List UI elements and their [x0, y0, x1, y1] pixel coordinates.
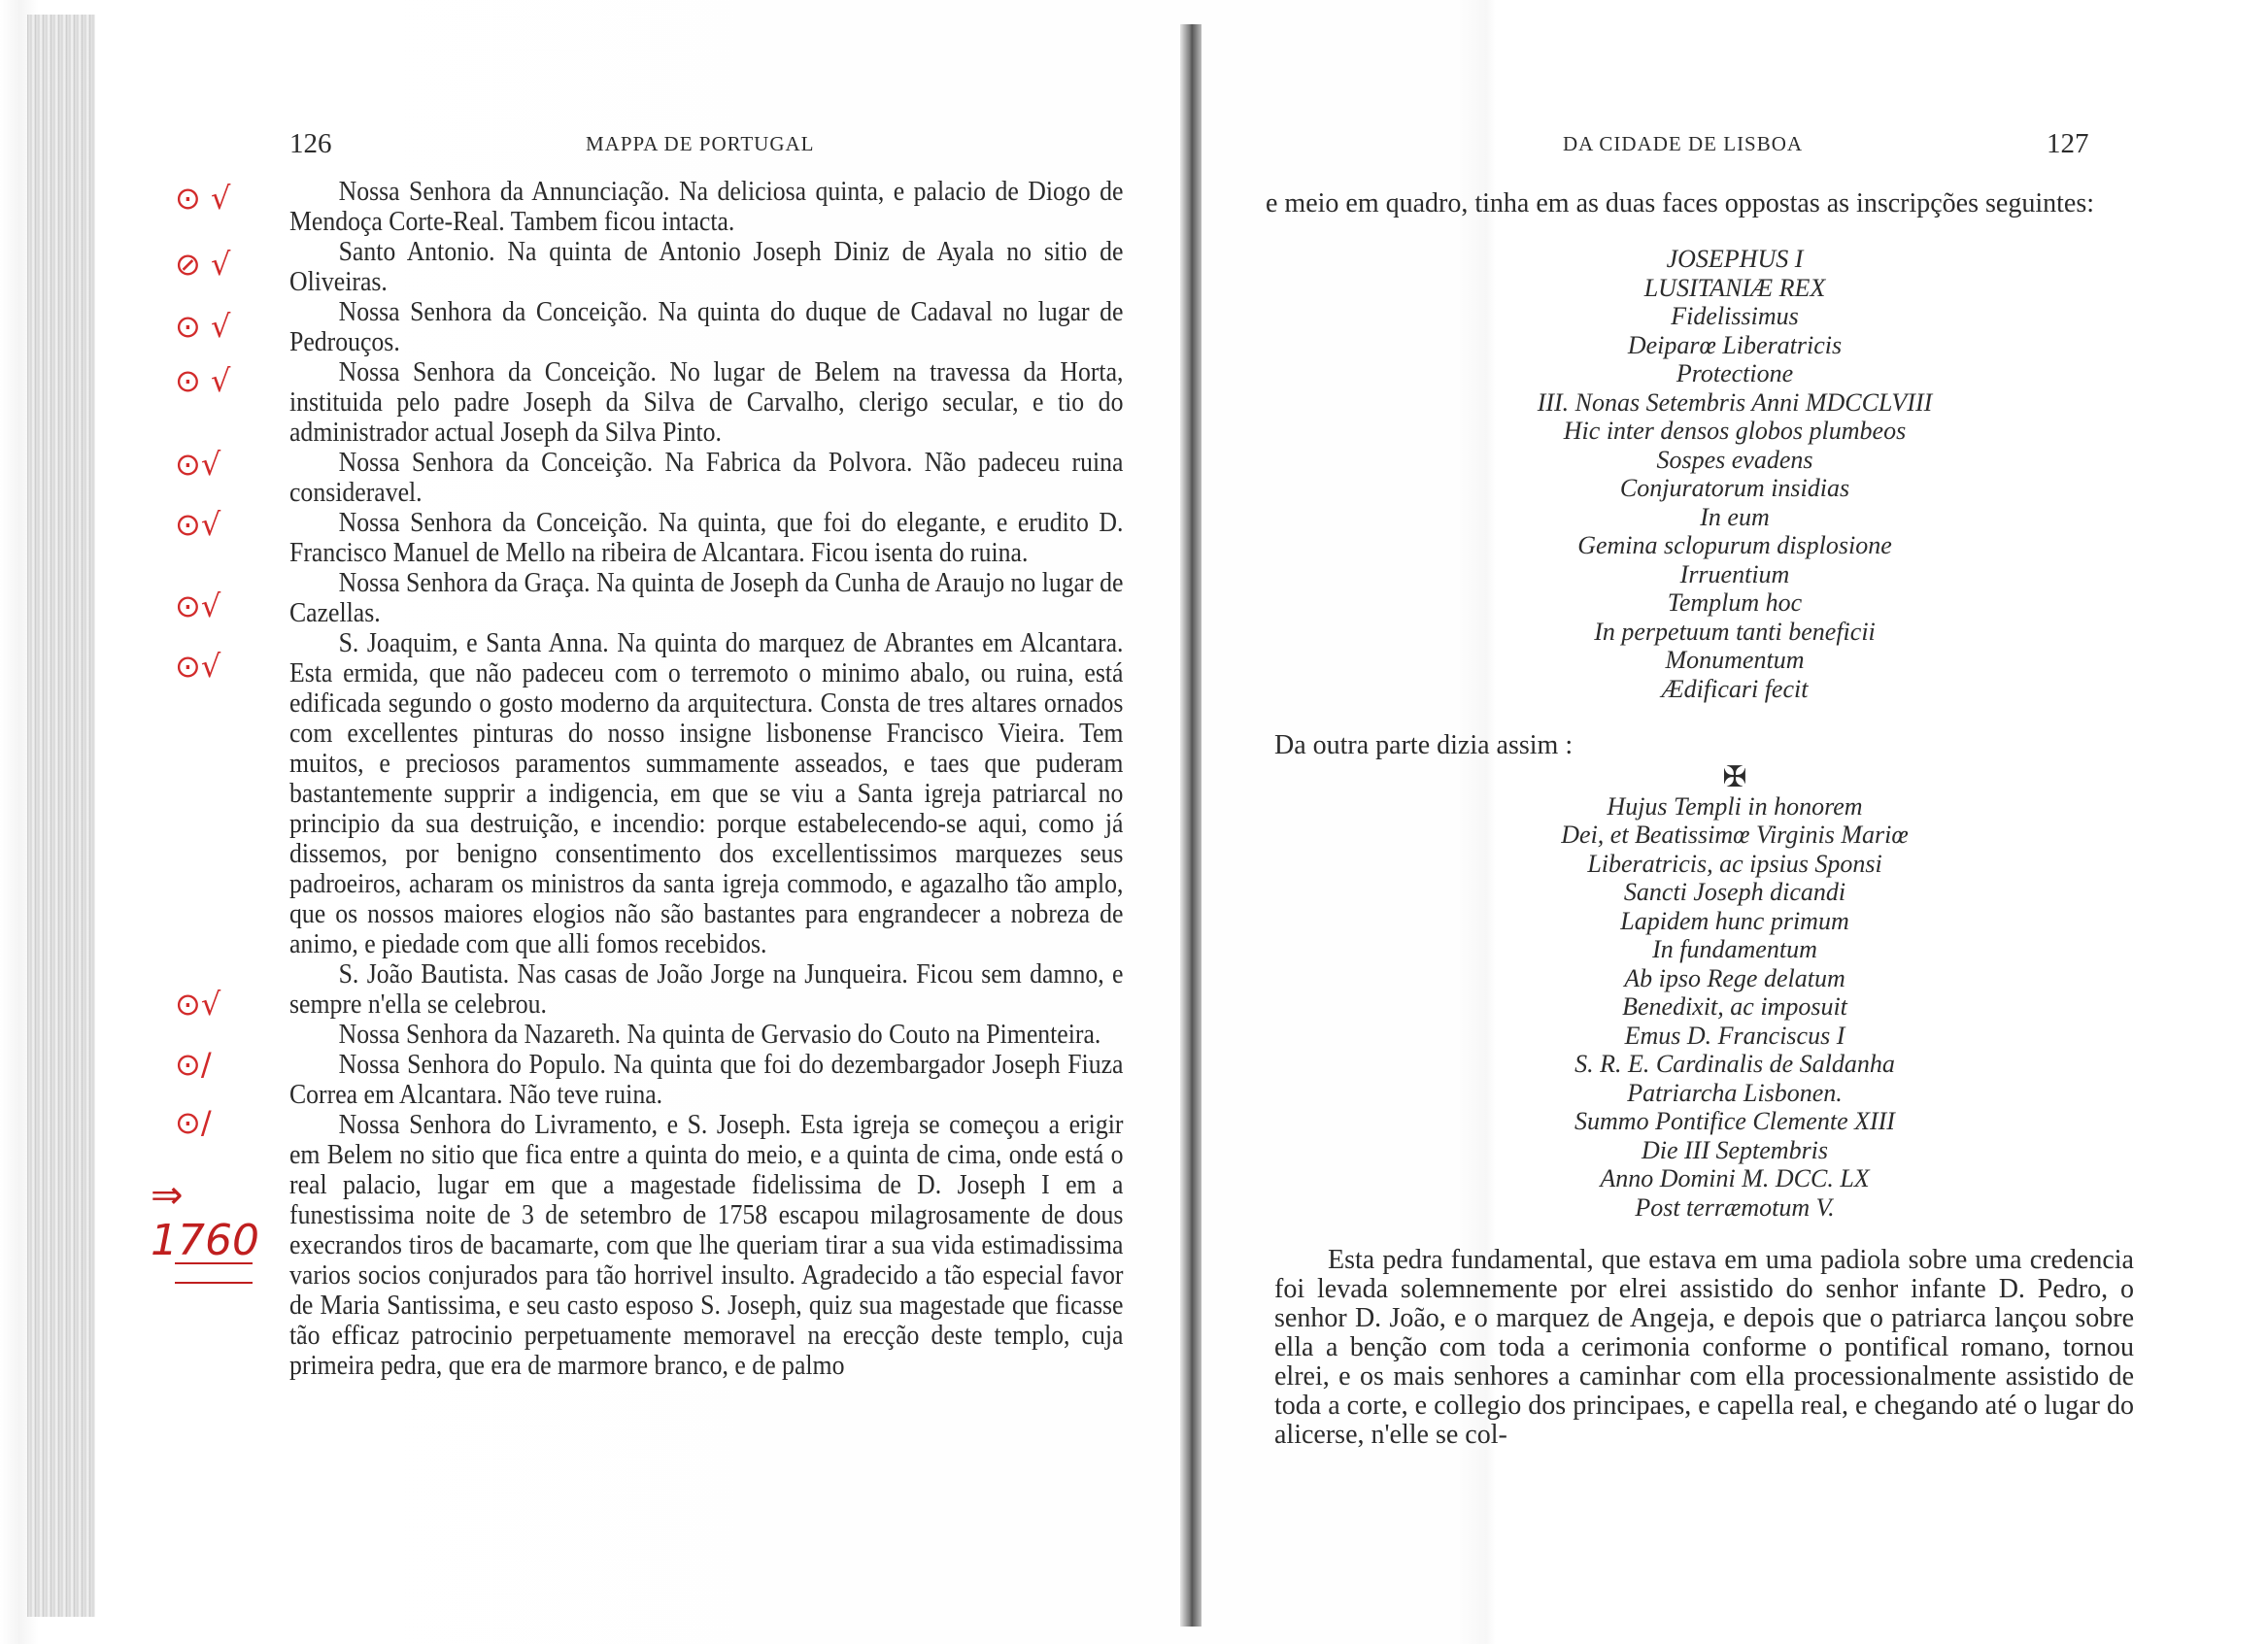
- check-mark: ⊙√: [175, 648, 221, 685]
- entries-column: [289, 177, 1125, 1381]
- inscription-line: Gemina sclopurum displosione: [1577, 531, 1892, 559]
- handwritten-arrow: ⇒: [151, 1173, 184, 1218]
- book-gutter: [1180, 24, 1202, 1627]
- inscription-line: Ædificari fecit: [1661, 674, 1809, 703]
- right-page: [1202, 0, 2268, 1644]
- page-number-left: 126: [289, 128, 332, 159]
- inscription-line: Lapidem hunc primum: [1620, 906, 1849, 935]
- handwritten-underline: [175, 1262, 253, 1284]
- inscription-line: Fidelissimus: [1671, 302, 1799, 330]
- inscription-line: In fundamentum: [1652, 935, 1817, 963]
- intro-text: e meio em quadro, tinha em as duas faces oppostas as inscripções seguintes:: [1266, 188, 2094, 218]
- entry-conceicao-cadaval: Nossa Senhora da Conceição. Na quinta do duque de Cadaval no lugar de Pedrouços.: [289, 297, 1124, 357]
- inscription-line: LUSITANIÆ REX: [1643, 273, 1826, 302]
- inscription-line: Ab ipso Rege delatum: [1624, 963, 1845, 992]
- inscription-line: Patriarcha Lisbonen.: [1627, 1078, 1843, 1107]
- inscription-line: Benedixit, ac imposuit: [1622, 992, 1847, 1021]
- other-side-text: Da outra parte dizia assim :: [1274, 730, 1574, 760]
- inscription-line: Templum hoc: [1667, 588, 1803, 617]
- inscription-line: Hic inter densos globos plumbeos: [1563, 417, 1907, 445]
- entry-conceicao-polvora: Nossa Senhora da Conceição. Na Fabrica da Polvora. Não padeceu ruina consideravel.: [289, 448, 1124, 508]
- running-head-right: DA CIDADE DE LISBOA: [1563, 132, 1804, 155]
- inscription-line: Sancti Joseph dicandi: [1623, 878, 1846, 906]
- inscription-line: Post terræmotum V.: [1635, 1192, 1835, 1222]
- closing-text: Esta pedra fundamental, que estava em uma padiola sobre uma credencia foi levada solemnemente por elrei assistido do senhor infante D. Pedro, o senhor D. João, e o marquez de Angeja, e depois que o patriarca lançou sobre ella a benção com toda a cerimonia conforme o pontifical romano, tornou elrei, e os mais senhores a caminhar com ella processionalmente assistido de toda a corte, e collegio dos principaes, e capella real, e chegando até o lugar do alicerse, n'elle se col-: [1274, 1245, 2134, 1450]
- check-mark: ⊙√: [175, 587, 221, 624]
- intro-paragraph: [1266, 189, 2120, 218]
- entry-annunciacao: Nossa Senhora da Annunciação. Na deliciosa quinta, e palacio de Diogo de Mendoça Corte-Real. Tambem ficou intacta.: [289, 177, 1124, 237]
- check-mark: ⊙√: [175, 986, 221, 1023]
- other-side-label: [1274, 731, 1857, 760]
- inscription-first-face: [1202, 245, 2268, 703]
- inscription-line: Deiparœ Liberatricis: [1627, 330, 1843, 359]
- check-mark: ⊙ √: [175, 180, 231, 217]
- entry-joaquim-anna: S. Joaquim, e Santa Anna. Na quinta do marquez de Abrantes em Alcantara. Esta ermida, que não padeceu com o terremoto o minimo abalo, ou ruina, está edificada segundo o gosto moderno da arquitectura. Consta de tres altares ornados com excellentes pinturas do nosso insigne lisbonense Francisco Vieira. Tem muitos, e preciosos paramentos summamente asseados, e taes que puderam bastantemente supprir a indigencia, em que se viu a Santa igreja patriarcal no principio da sua destruição, e incendio: porque estabelecendo-se aqui, como já dissemos, por benigno consentimento dos excellentissimos marquezes seus padroeiros, acharam os ministros da santa igreja commodo, e agazalho tão amplo, que os nossos maiores elogios não são bastantes para engrandecer a nobreza de animo, e piedade com que alli fomos recebidos.: [289, 628, 1124, 959]
- check-mark: ⊘ √: [175, 246, 231, 283]
- check-mark: ⊙ √: [175, 308, 231, 345]
- check-mark: ⊙√: [175, 446, 221, 483]
- page-number-right: 127: [2047, 128, 2089, 159]
- entry-joao-bautista: S. João Bautista. Nas casas de João Jorge na Junqueira. Ficou sem damno, e sempre n'ella se celebrou.: [289, 959, 1124, 1020]
- entry-conceicao-belem: Nossa Senhora da Conceição. No lugar de Belem na travessa da Horta, instituida pelo padre Joseph da Silva de Carvalho, clerigo secular, e tio do administrador actual Joseph da Silva Pinto.: [289, 357, 1124, 448]
- inscription-line: Irruentium: [1679, 559, 1790, 588]
- running-head-left: MAPPA DE PORTUGAL: [586, 132, 815, 155]
- inscription-line: In eum: [1700, 502, 1770, 531]
- inscription-line: Anno Domini M. DCC. LX: [1600, 1164, 1870, 1192]
- inscription-line: S. R. E. Cardinalis de Saldanha: [1574, 1050, 1895, 1078]
- inscription-line: Protectione: [1676, 359, 1794, 387]
- closing-paragraph: [1274, 1246, 2134, 1450]
- inscription-line: III. Nonas Setembris Anni MDCCLVIII: [1537, 387, 1933, 417]
- inscription-line: Monumentum: [1665, 646, 1805, 674]
- entry-livramento: Nossa Senhora do Livramento, e S. Joseph. Esta igreja se começou a erigir em Belem no sitio que fica entre a quinta do meio, e a quinta de cima, onde está o real palacio, lugar em que a magestade fidelissima de D. Joseph I em a funestissima noite de 3 de setembro de 1758 escapou milagrosamente de dous execrandos tiros de bacamarte, com que lhe queriam tirar a sua vida estimadissima varios socios conjurados para tão horrivel insulto. Agradecido a tão especial favor de Maria Santissima, e seu casto esposo S. Joseph, quiz sua magestade que ficasse tão efficaz patrocinio perpetuamente memoravel na erecção deste templo, cuja primeira pedra, que era de marmore branco, e de palmo: [289, 1110, 1124, 1381]
- entry-nazareth: Nossa Senhora da Nazareth. Na quinta de Gervasio do Couto na Pimenteira.: [338, 1020, 1101, 1050]
- entry-populo: Nossa Senhora do Populo. Na quinta que foi do dezembargador Joseph Fiuza Correa em Alcantara. Não teve ruina.: [289, 1050, 1124, 1110]
- inscription-line: Dei, et Beatissimœ Virginis Mariœ: [1561, 821, 1909, 849]
- inscription-line: Emus D. Franciscus I: [1624, 1021, 1845, 1050]
- check-mark: ⊙/: [175, 1104, 212, 1141]
- entry-conceicao-alcantara: Nossa Senhora da Conceição. Na quinta, que foi do elegante, e erudito D. Francisco Manuel de Mello na ribeira de Alcantara. Ficou isenta do ruina.: [289, 508, 1124, 568]
- check-mark: ⊙/: [175, 1046, 212, 1083]
- check-mark: ⊙ √: [175, 362, 231, 399]
- inscription-line: Die III Septembris: [1641, 1135, 1829, 1164]
- inscription-line: Summo Pontifice Clemente XIII: [1574, 1107, 1895, 1135]
- entry-santo-antonio: Santo Antonio. Na quinta de Antonio Joseph Diniz de Ayala no sitio de Oliveiras.: [289, 237, 1124, 297]
- handwritten-year: 1760: [151, 1216, 259, 1265]
- entry-graca: Nossa Senhora da Graça. Na quinta de Joseph da Cunha de Araujo no lugar de Cazellas.: [289, 568, 1124, 628]
- inscription-line: Conjuratorum insidias: [1619, 474, 1850, 502]
- inscription-line: JOSEPHUS I: [1666, 245, 1804, 273]
- check-mark: ⊙√: [175, 506, 221, 543]
- inscription-line: Hujus Templi in honorem: [1607, 791, 1863, 821]
- inscription-line: Sospes evadens: [1656, 445, 1813, 474]
- inscription-line: Liberatricis, ac ipsius Sponsi: [1587, 849, 1882, 878]
- inscription-second-face: [1202, 763, 2268, 1222]
- cross-icon: ✠: [1722, 761, 1747, 793]
- inscription-line: In perpetuum tanti beneficii: [1594, 617, 1876, 646]
